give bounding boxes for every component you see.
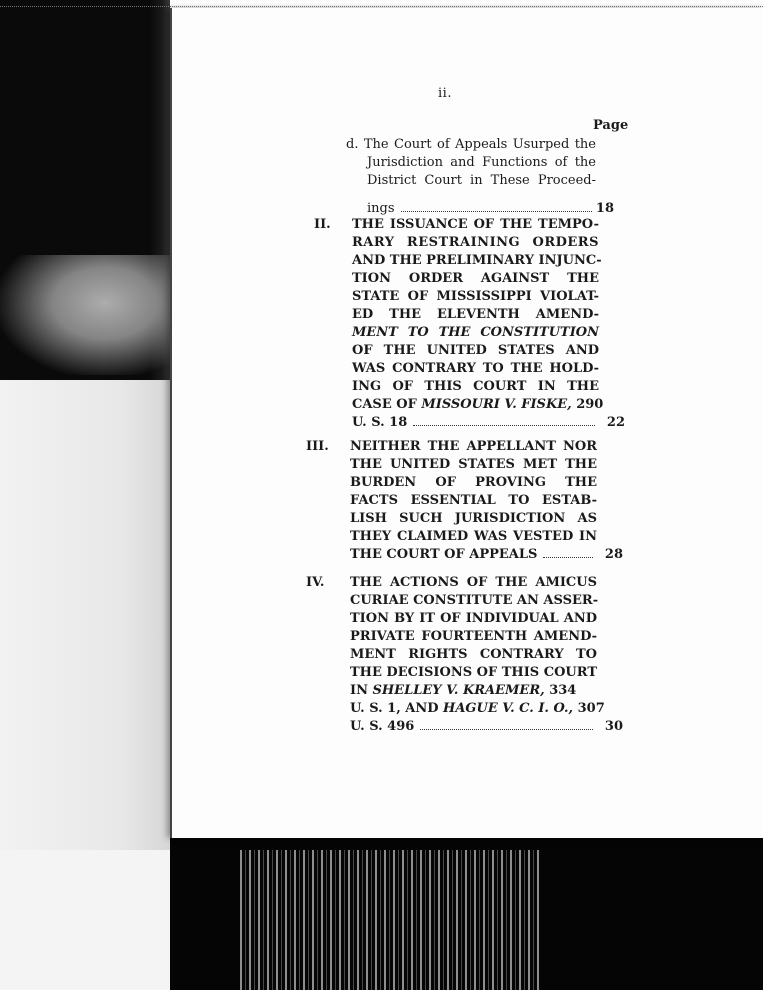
toc-line-text: U. S. 18 — [352, 415, 408, 430]
toc-line-text: U. S. 1, AND — [350, 701, 439, 716]
toc-line: d. The Court of Appeals Usurped the — [346, 137, 596, 152]
toc-line-last — [350, 546, 623, 564]
toc-line-text: ings — [367, 201, 395, 216]
toc-line: OF THE UNITED STATES AND — [352, 343, 599, 358]
toc-line: Jurisdiction and Functions of the — [367, 155, 596, 170]
scan-smear — [0, 255, 175, 375]
page-ref: 22 — [606, 415, 625, 430]
toc-line: LISH SUCH JURISDICTION AS — [350, 511, 597, 526]
toc-line: MENT RIGHTS CONTRARY TO — [350, 647, 597, 662]
dot-leader — [420, 728, 593, 730]
toc-line: PRIVATE FOURTEENTH AMEND- — [350, 629, 597, 644]
toc-entry-ii — [352, 216, 625, 432]
page-ref: 28 — [604, 547, 623, 562]
toc-entry-iii — [350, 438, 623, 564]
toc-line-text: THE COURT OF APPEALS — [350, 547, 538, 562]
page-number: ii. — [438, 86, 452, 101]
toc-line: THE ACTIONS OF THE AMICUS — [350, 575, 597, 590]
toc-line — [352, 396, 604, 414]
toc-line: ING OF THIS COURT IN THE — [352, 379, 599, 394]
case-name: SHELLEY V. KRAEMER, — [372, 683, 545, 698]
toc-line-text: U. S. 496 — [350, 719, 415, 734]
page-ref: 30 — [604, 719, 623, 734]
toc-line: TION ORDER AGAINST THE — [352, 271, 599, 286]
toc-line: RARY RESTRAINING ORDERS — [352, 235, 599, 250]
scan-top-edge — [0, 0, 763, 7]
dot-leader — [543, 556, 593, 558]
toc-line: AND THE PRELIMINARY INJUNC- — [352, 253, 602, 268]
page-column-heading: Page — [593, 118, 629, 133]
toc-line: THE ISSUANCE OF THE TEMPO- — [352, 217, 599, 232]
toc-line: TION BY IT OF INDIVIDUAL AND — [350, 611, 597, 626]
toc-line: MENT TO THE CONSTITUTION — [352, 325, 599, 340]
toc-line: NEITHER THE APPELLANT NOR — [350, 439, 597, 454]
toc-line: THE UNITED STATES MET THE — [350, 457, 597, 472]
toc-line: WAS CONTRARY TO THE HOLD- — [352, 361, 599, 376]
toc-line: FACTS ESSENTIAL TO ESTAB- — [350, 493, 597, 508]
dot-leader — [401, 210, 592, 212]
toc-line: District Court in These Proceed- — [367, 173, 596, 188]
toc-line: THE DECISIONS OF THIS COURT — [350, 665, 597, 680]
page-ref: 18 — [595, 201, 614, 216]
toc-line-text: 334 — [549, 683, 577, 698]
toc-line-text: 307 — [577, 701, 605, 716]
toc-line — [350, 700, 605, 718]
scan-underlay — [0, 380, 175, 850]
toc-line: STATE OF MISSISSIPPI VIOLAT- — [352, 289, 599, 304]
toc-line-last — [352, 414, 625, 432]
toc-line: THEY CLAIMED WAS VESTED IN — [350, 529, 597, 544]
toc-line-text: CASE OF — [352, 397, 417, 412]
section-numeral: IV. — [306, 575, 325, 590]
case-name: HAGUE V. C. I. O., — [443, 701, 574, 716]
dot-leader — [413, 424, 595, 426]
toc-entry-d — [346, 136, 614, 218]
toc-line-last — [350, 718, 623, 736]
scan-streaks — [240, 850, 540, 990]
toc-line — [350, 682, 597, 700]
section-numeral: II. — [314, 217, 331, 232]
toc-entry-iv — [350, 574, 623, 736]
toc-line-text: IN — [350, 683, 368, 698]
toc-line: ED THE ELEVENTH AMEND- — [352, 307, 599, 322]
section-numeral: III. — [306, 439, 329, 454]
toc-line: CURIAE CONSTITUTE AN ASSER- — [350, 593, 599, 608]
toc-line: BURDEN OF PROVING THE — [350, 475, 597, 490]
toc-line-text: 290 — [576, 397, 604, 412]
case-name: MISSOURI V. FISKE, — [421, 397, 572, 412]
